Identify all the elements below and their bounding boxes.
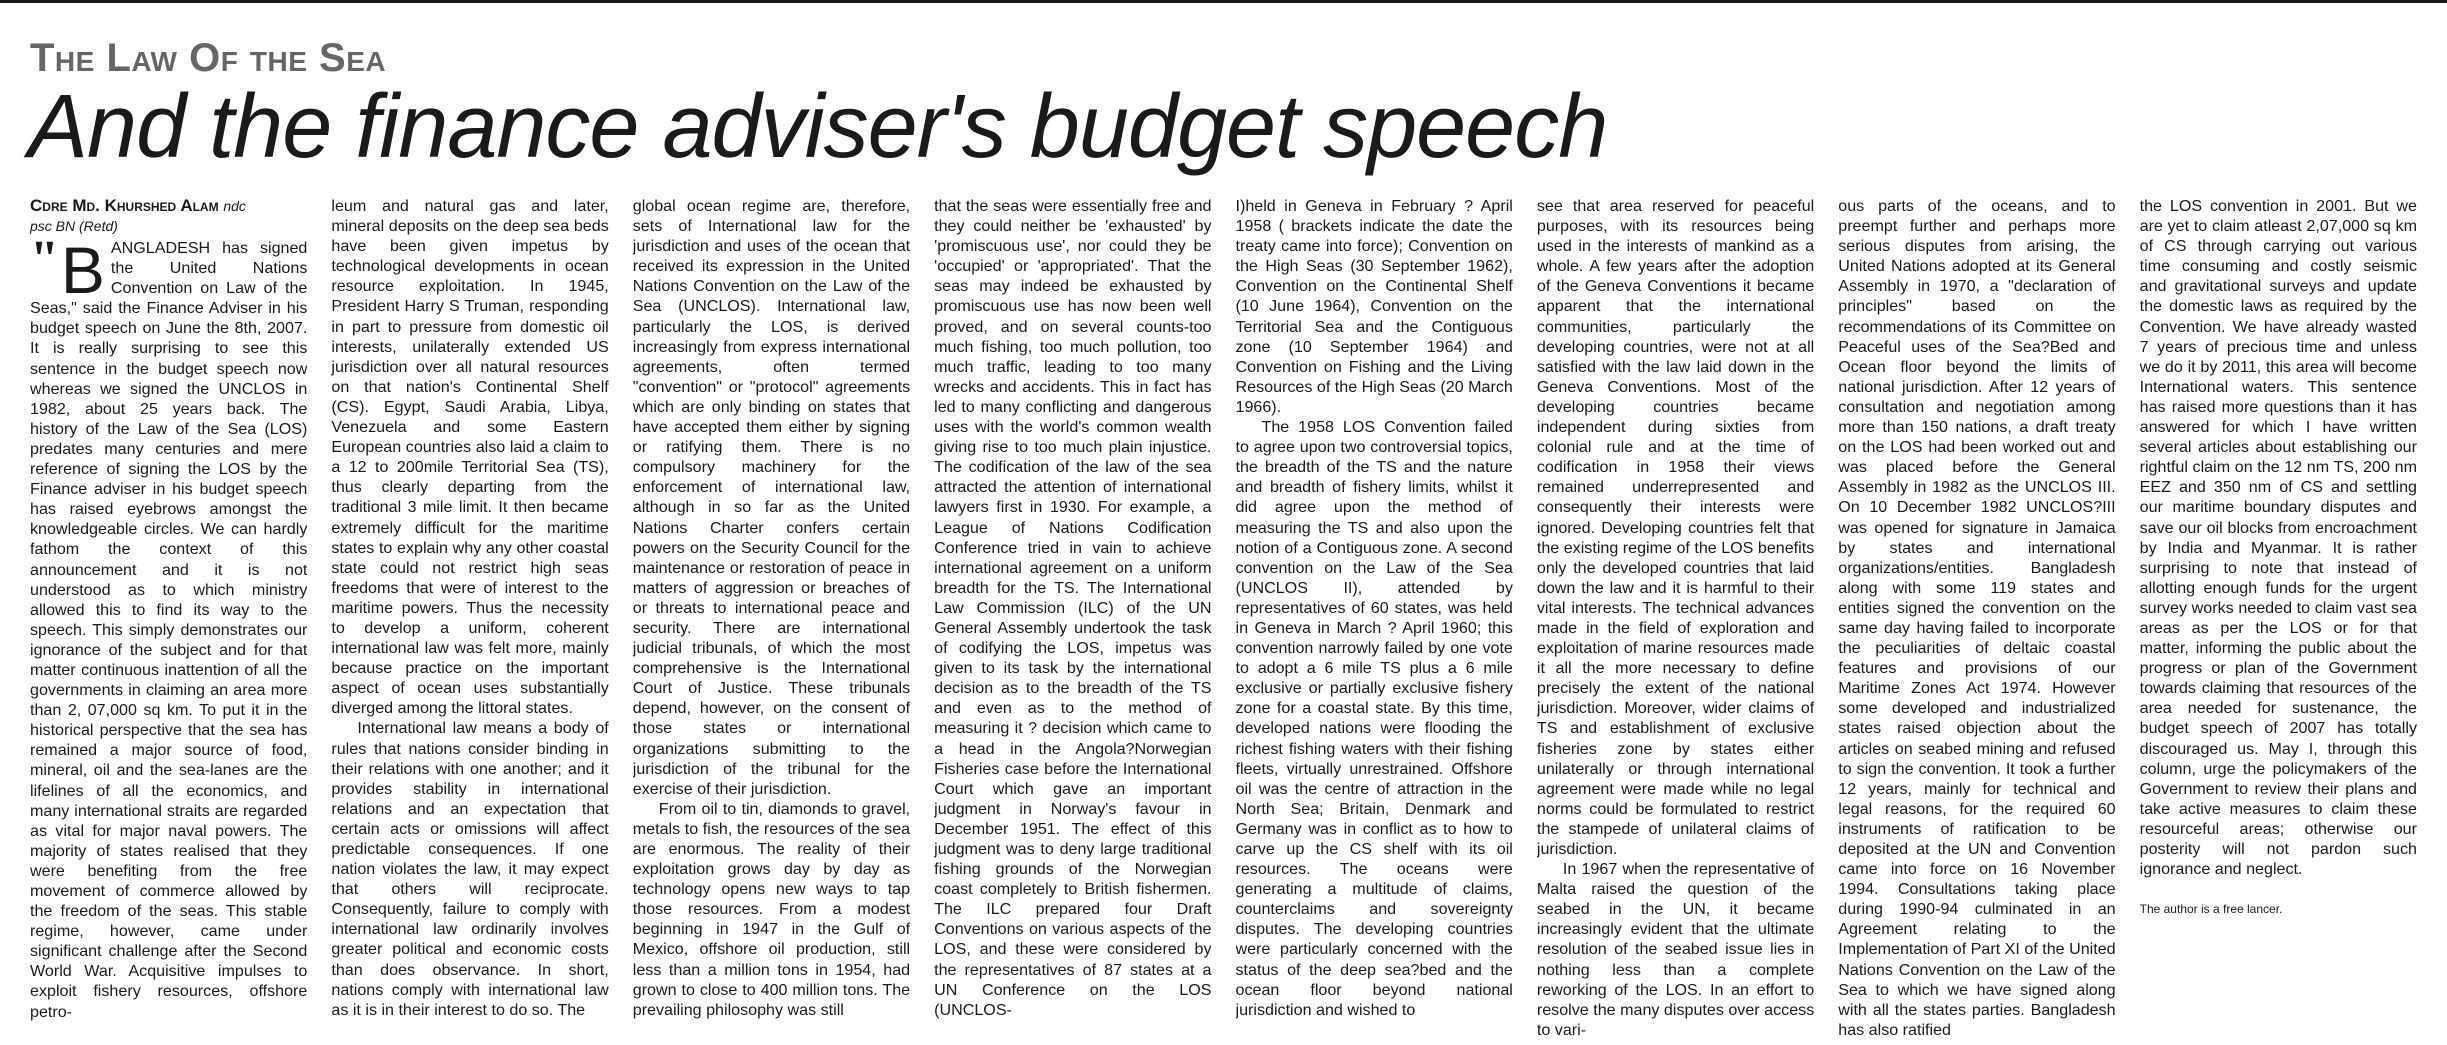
paragraph: global ocean regime are, therefore, sets of International law for the jurisdiction and uses of the ocean that received its expression in the United Nations Convention on the Law of the Sea (UNCLOS). International law, particularly the LOS, is derived increasingly from express international agreements, often termed "convention" or "protocol" agreements which are only binding on states that have accepted them either by signing or ratifying them. There is no compulsory machinery for the enforcement of international law, although in so far as the United Nations Charter confers certain powers on the Security Council for the maintenance or restoration of peace in matters of aggression or breaches of or threats to international peace and security. There are international judicial tribunals, of which the most comprehensive is the International Court of Justice. These tribunals depend, however, on the consent of those states or international organizations submitting to the jurisdiction of the tribunal for the exercise of their jurisdiction. — [632, 197, 911, 798]
paragraph: In 1967 when the representative of Malta raised the question of the seabed in the UN, it became increasingly evident that the ultimate resolution of the seabed issue lies in nothing less than a complete reworking of the LOS. In an effort to resolve the many disputes over access to vari- — [1536, 860, 1815, 1037]
paragraph: that the seas were essentially free and they could neither be 'exhausted' by 'promiscuous use', nor could they be 'occupied' or 'appropriated'. That the seas may indeed be exhausted by promiscuous use has now been well proved, and on several counts-too much fishing, too much pollution, too much traffic, leading to too many wrecks and accidents. This in fact has led to many conflicting and dangerous uses with the world's common wealth giving rise to too much plain injustice. The codification of the law of the sea attracted the attention of international lawyers first in 1930. For example, a League of Nations Codification Conference tried in vain to achieve international agreement on a uniform breadth for the TS. The International Law Commission (ILC) of the UN General Assembly undertook the task of codifying the LOS, impetus was given to its task by the international decision as to the breadth of the TS and even as to the method of measuring it ? decision which came to a head in the Angola?Norwegian Fisheries case before the International Court which gave an important judgment in Norway's favour in December 1951. The effect of this judgment was to deny large traditional fishing grounds of the Norwegian coast completely to British fishermen. The ILC prepared four Draft Conventions on various aspects of the LOS, and these were considered by the representatives of 87 states at a UN Conference on the LOS (UNCLOS- — [934, 197, 1212, 1019]
column-1 — [30, 196, 307, 1037]
paragraph: The 1958 LOS Convention failed to agree upon two controversial topics, the breadth of the TS and the nature and breadth of fishery limits, whilst it did agree upon the method of measuring the TS and also upon the notion of a Contiguous zone. A second convention on the Law of the Sea (UNCLOS II), attended by representatives of 60 states, was held in Geneva in March ? April 1960; this convention narrowly failed by one vote to adopt a 6 mile TS plus a 6 mile exclusive or partially exclusive fishery zone for a coastal state. By this time, developed nations were flooding the richest fishing waters with their fishing fleets, virtually unrestrained. Offshore oil was the centre of attraction in the North Sea; Britain, Denmark and Germany was in conflict as to how to carve up the CS shelf with its oil resources. The oceans were generating a multitude of claims, counterclaims and sovereignty disputes. The developing countries were particularly concerned with the status of the deep sea?bed and the ocean floor beyond national jurisdiction and wished to — [1235, 418, 1513, 1019]
column-8 — [2140, 196, 2417, 1037]
column-3 — [633, 196, 910, 1037]
paragraph: ANGLADESH has signed the United Nations Convention on Law of the Seas," said the Finance Adviser in his budget speech on June the 8th, 2007. It is really surprising to see this sentence in the budget speech now whereas we signed the UNCLOS in 1982, about 25 years back. The history of the Law of the Sea (LOS) predates many centuries and mere reference of signing the LOS by the Finance adviser in his budget speech has raised eyebrows amongst the knowledgeable circles. We can hardly fathom the context of this announcement and it is not understood as to which ministry allowed this to find its way to the speech. This simply demonstrates our ignorance of the subject and for that matter continuous inattention of all the governments in claiming an area more than 2, 07,000 sq km. To put it in the historical perspective that the sea has remained a major source of food, mineral, oil and the sea-lanes are the lifelines of all the economics, and many international straits are regarded as vital for major naval powers. The majority of states realised that they were benefiting from the free movement of commerce allowed by the freedom of the seas. This stable regime, however, came under significant challenge after the Second World War. Acquisitive impulses to exploit fishery resources, offshore petro- — [30, 239, 308, 1021]
drop-cap: B — [60, 233, 105, 307]
column-6 — [1537, 196, 1814, 1037]
paragraph: International law means a body of rules that nations consider binding in their relations with one another; and it provides stability in international relations and an expectation that certain acts or omissions will affect predictable consequences. If one nation violates the law, it may expect that others will reciprocate. Consequently, failure to comply with international law ordinarily involves greater political and economic costs than does observance. In short, nations comply with international law as it is in their interest to do so. The — [331, 719, 609, 1019]
column-4 — [934, 196, 1211, 1037]
top-rule — [0, 0, 2447, 3]
column-5 — [1236, 196, 1513, 1037]
section-kicker: The Law Of the Sea — [30, 36, 387, 80]
author-note: The author is a free lancer. — [2139, 902, 2283, 917]
paragraph: the LOS convention in 2001. But we are yet to claim atleast 2,07,000 sq km of CS through carrying out various time consuming and costly seismic and gravitational surveys and update the domestic laws as required by the Convention. We have already wasted 7 years of precious time and unless we do it by 2011, this area will become International waters. This sentence has raised more questions than it has answered for which I have written several articles about establishing our rightful claim on the 12 nm TS, 200 nm EEZ and 350 nm of CS and settling our maritime boundary disputes and save our oil blocks from encroachment by India and Myanmar. It is rather surprising to note that instead of allotting enough funds for the urgent survey works needed to claim vast sea areas as per the LOS or for that matter, informing the public about the progress or plan of the Government towards claiming that resources of the area needed for sustenance, the budget speech of 2007 has totally discouraged us. May I, through this column, urge the policymakers of the Government to review their plans and take active measures to claim these resourceful areas; otherwise our posterity will not pardon such ignorance and neglect. — [2139, 197, 2417, 879]
author-rank: psc BN (Retd) — [30, 218, 118, 234]
paragraph: see that area reserved for peaceful purposes, with its resources being used in the interests of mankind as a whole. A few years after the adoption of the Geneva Conventions it became apparent that the international communities, particularly the developing countries, were not at all satisfied with the law laid down in the Geneva Conventions. Most of the developing countries became independent during sixties from colonial rule and at the time of codification in 1958 their views remained underrepresented and consequently their interests were ignored. Developing countries felt that the existing regime of the LOS benefits only the developed countries that laid down the law and it is harmful to their vital interests. The technical advances made in the field of exploration and exploitation of marine resources made it all the more necessary to define precisely the extent of the national jurisdiction. Moreover, wider claims of TS and establishment of exclusive fisheries zone by states either unilaterally or through international agreement were made while no legal norms could be formulated to restrict the stampede of unilateral claims of jurisdiction. — [1536, 197, 1815, 858]
paragraph: ous parts of the oceans, and to preempt further and perhaps more serious disputes from arising, the United Nations adopted at its General Assembly in 1970, a "declaration of principles" based on the recommendations of its Committee on Peaceful uses of the Sea?Bed and Ocean floor beyond the limits of national jurisdiction. After 12 years of consultation and negotiation among more than 150 nations, a draft treaty on the LOS had been worked out and was placed before the General Assembly in 1982 as the UNCLOS III. On 10 December 1982 UNCLOS?III was opened for signature in Jamaica by states and international organizations/entities. Bangladesh along with some 119 states and entities signed the convention on the same day having failed to incorporate the peculiarities of deltaic coastal features and provisions of our Maritime Zones Act 1974. However some developed and industrialized states raised objection about the articles on seabed mining and refused to sign the convention. It took a further 12 years, mainly for technical and legal reasons, for the required 60 instruments of ratification to be deposited at the UN and Convention came into force on 16 November 1994. Consultations taking place during 1990-94 culminated in an Agreement relating to the Implementation of Part XI of the United Nations Convention on the Law of the Sea to which we have signed along with all the states parties. Bangladesh has also ratified — [1838, 197, 2116, 1037]
paragraph: From oil to tin, diamonds to gravel, metals to fish, the resources of the sea are enormous. The reality of their exploitation grows day by day as technology opens new ways to tap those resources. From a modest beginning in 1947 in the Gulf of Mexico, offshore oil production, still less than a million tons in 1954, had grown to close to 400 million tons. The prevailing philosophy was still — [632, 799, 911, 1019]
column-7 — [1838, 196, 2115, 1037]
author-suffix: ndc — [223, 198, 246, 214]
headline: And the finance adviser's budget speech — [28, 77, 1608, 177]
author-name: Cdre Md. Khurshed Alam — [30, 196, 219, 215]
byline — [30, 196, 307, 216]
article-body — [30, 196, 2417, 1037]
paragraph: leum and natural gas and later, mineral deposits on the deep sea beds have been given impetus by technological developments in ocean resource exploitation. In 1945, President Harry S Truman, responding in part to pressure from domestic oil interests, unilaterally extended US jurisdiction over all natural resources on that nation's Continental Shelf (CS). Egypt, Saudi Arabia, Libya, Venezuela and some Eastern European countries also laid a claim to a 12 to 200mile Territorial Sea (TS), thus clearly departing from the traditional 3 mile limit. It then became extremely difficult for the maritime states to explain why any other coastal state could not restrict high seas freedoms that were of interest to the maritime powers. Thus the necessity to develop a uniform, coherent international law was felt more, mainly because practice on the important aspect of ocean uses substantially diverged among the littoral states. — [331, 197, 609, 718]
paragraph: I)held in Geneva in February ? April 1958 ( brackets indicate the date the treaty came into force); Convention on the High Seas (30 September 1962), Convention on the Continental Shelf (10 June 1964), Convention on the Territorial Sea and the Contiguous zone (10 September 1964) and Convention on Fishing and the Living Resources of the High Seas (20 March 1966). — [1235, 197, 1513, 416]
column-2 — [331, 196, 608, 1037]
open-quote: " — [30, 231, 59, 288]
